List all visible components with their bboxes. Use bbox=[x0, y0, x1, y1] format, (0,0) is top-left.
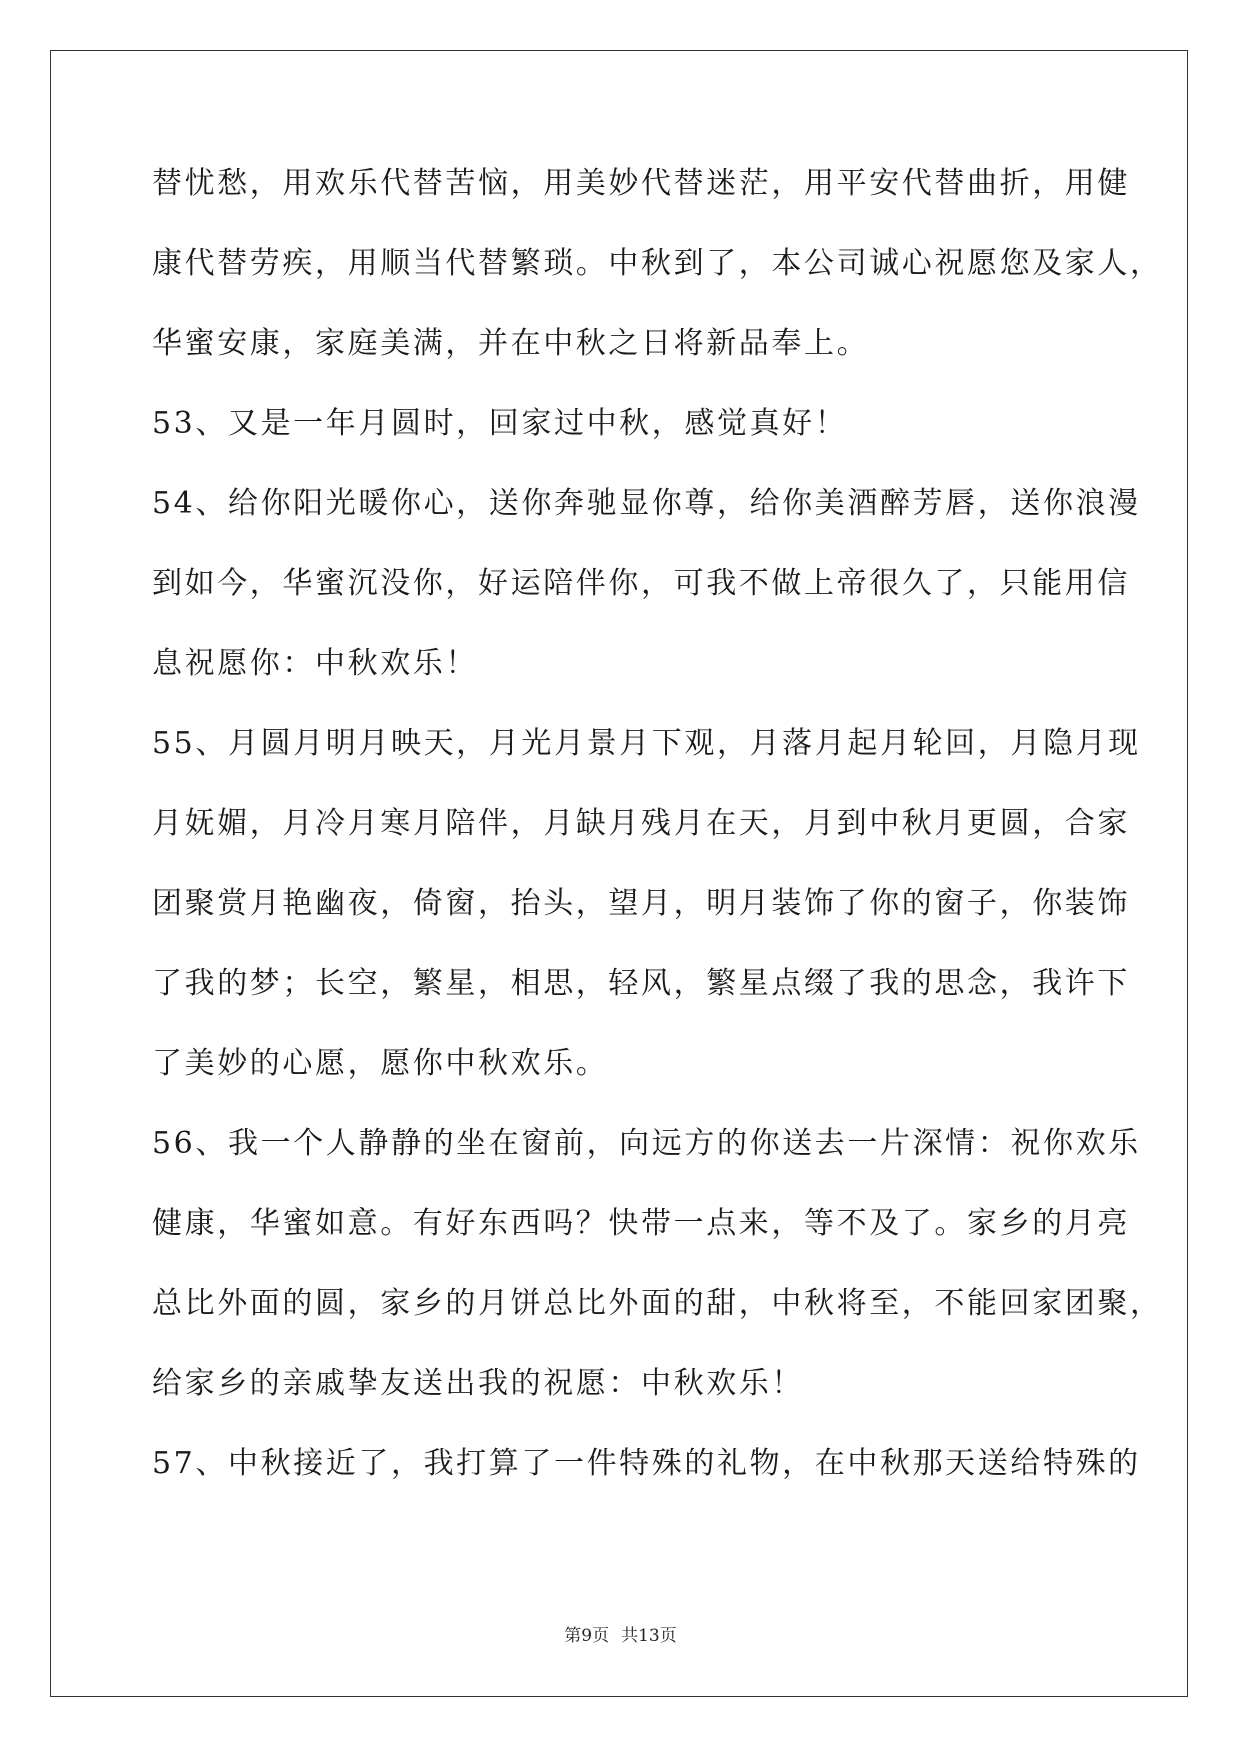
text-line: 康代替劳疾，用顺当代替繁琐。中秋到了，本公司诚心祝愿您及家人， bbox=[152, 246, 1163, 281]
text-line: 了美妙的心愿，愿你中秋欢乐。 bbox=[152, 1046, 609, 1081]
text-line: 团聚赏月艳幽夜，倚窗，抬头，望月，明月装饰了你的窗子，你装饰 bbox=[152, 886, 1130, 921]
text-line: 55、月圆月明月映天，月光月景月下观，月落月起月轮回，月隐月现 bbox=[152, 726, 1141, 761]
total-pages-label: 共13页 bbox=[621, 1626, 677, 1646]
text-line: 53、又是一年月圆时，回家过中秋，感觉真好！ bbox=[152, 406, 848, 441]
text-line: 了我的梦；长空，繁星，相思，轻风，繁星点缀了我的思念，我许下 bbox=[152, 966, 1130, 1001]
text-line: 给家乡的亲戚挚友送出我的祝愿：中秋欢乐！ bbox=[152, 1366, 804, 1401]
text-line: 到如今，华蜜沉没你，好运陪伴你，可我不做上帝很久了，只能用信 bbox=[152, 566, 1130, 601]
text-line: 月妩媚，月冷月寒月陪伴，月缺月残月在天，月到中秋月更圆，合家 bbox=[152, 806, 1130, 841]
text-line: 息祝愿你：中秋欢乐！ bbox=[152, 646, 478, 681]
text-line: 56、我一个人静静的坐在窗前，向远方的你送去一片深情：祝你欢乐 bbox=[152, 1126, 1141, 1161]
text-line: 健康，华蜜如意。有好东西吗？快带一点来，等不及了。家乡的月亮 bbox=[152, 1206, 1130, 1241]
page-footer bbox=[0, 1625, 1241, 1647]
text-line: 54、给你阳光暖你心，送你奔驰显你尊，给你美酒醉芳唇，送你浪漫 bbox=[152, 486, 1141, 521]
text-line: 57、中秋接近了，我打算了一件特殊的礼物，在中秋那天送给特殊的 bbox=[152, 1446, 1141, 1481]
text-line: 华蜜安康，家庭美满，并在中秋之日将新品奉上。 bbox=[152, 326, 870, 361]
text-line: 总比外面的圆，家乡的月饼总比外面的甜，中秋将至，不能回家团聚， bbox=[152, 1286, 1163, 1321]
current-page-label: 第9页 bbox=[564, 1626, 610, 1646]
document-body bbox=[152, 160, 1163, 1520]
text-line: 替忧愁，用欢乐代替苦恼，用美妙代替迷茫，用平安代替曲折，用健 bbox=[152, 166, 1130, 201]
